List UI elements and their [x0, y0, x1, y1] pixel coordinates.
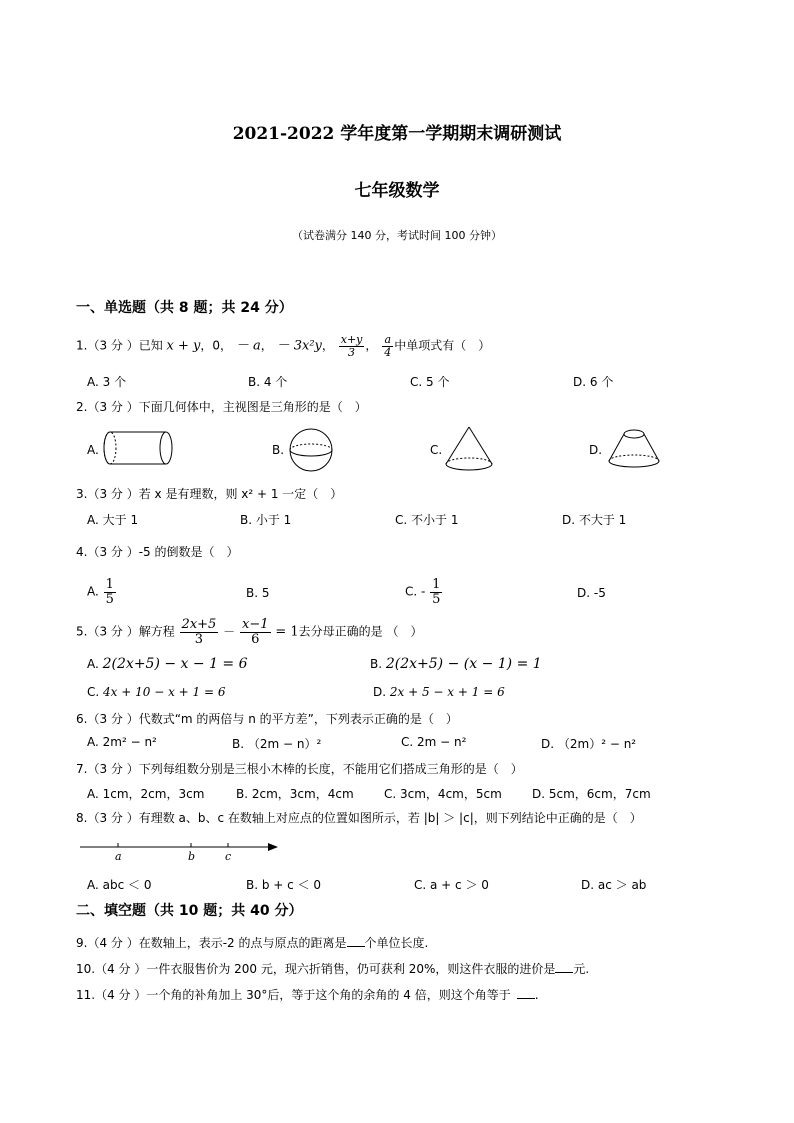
cone-icon [443, 424, 495, 474]
question-10-text: 10.（4 分 ）一件衣服售价为 200 元，现六折销售，仍可获利 20%，则这件衣服的进价是 [76, 962, 556, 976]
q3-option-b[interactable]: B. 小于 1 [240, 513, 292, 527]
q5-option-c-expr: 4x + 10 − x + 1 = 6 [103, 685, 226, 699]
q1-option-d[interactable]: D. 6 个 [573, 375, 614, 389]
fraction-a-over-4 [382, 334, 393, 358]
q5-option-c[interactable] [87, 685, 225, 699]
q5-option-d-expr: 2x + 5 − x + 1 = 6 [389, 685, 505, 699]
q6-option-b[interactable]: B. （2m − n）² [232, 737, 322, 751]
question-2: 2.（3 分 ）下面几何体中，主视图是三角形的是（ ） [76, 400, 367, 414]
arrow-right-icon [268, 843, 278, 851]
fraction-2x-plus-5-over-3 [180, 618, 219, 646]
exam-subtitle: 七年级数学 [354, 181, 440, 201]
q6-option-d[interactable]: D. （2m）² − n² [541, 737, 637, 751]
expr-neg-3x2y: － 3x²y [276, 338, 322, 354]
question-1 [76, 334, 490, 358]
q3-option-d[interactable]: D. 不大于 1 [562, 513, 627, 527]
question-7: 7.（3 分 ）下列每组数分别是三根小木棒的长度，不能用它们搭成三角形的是（ ） [76, 762, 523, 776]
q8-option-a[interactable]: A. abc ＜ 0 [87, 878, 152, 892]
q5-option-d[interactable] [373, 685, 505, 699]
question-1-suffix: 中单项式有（ ） [394, 338, 491, 353]
label-a: a [115, 850, 122, 863]
fraction-denominator: 5 [105, 591, 114, 607]
answer-blank[interactable] [555, 961, 573, 973]
q7-option-a[interactable]: A. 1cm，2cm，3cm [87, 787, 205, 801]
q4-option-c-label: C. - [405, 584, 426, 599]
question-5-prefix: 5.（3 分 ）解方程 [76, 624, 175, 639]
q5-option-a-expr: 2(2x+5) − x − 1 = 6 [102, 656, 248, 672]
question-1-prefix: 1.（3 分 ）已知 [76, 338, 163, 353]
fraction-denominator: 3 [194, 631, 204, 647]
equals-one: = 1 [275, 624, 299, 640]
fraction-numerator: 1 [432, 577, 441, 592]
label-b: b [188, 850, 196, 863]
q5-option-b[interactable] [370, 656, 542, 672]
section-heading-single-choice: 一、单选题（共 8 题；共 24 分） [76, 300, 293, 316]
q4-option-a-label: A. [87, 584, 99, 599]
fraction-one-fifth [430, 578, 442, 606]
q3-option-c[interactable]: C. 不小于 1 [395, 513, 459, 527]
question-4: 4.（3 分 ）-5 的倒数是（ ） [76, 545, 239, 559]
exam-title: 2021-2022 学年度第一学期期末调研测试 [232, 124, 562, 144]
number-line-diagram [78, 837, 284, 865]
fraction-denominator: 5 [432, 591, 441, 607]
fraction-numerator: 2x+5 [181, 617, 217, 632]
minus-sign: － [223, 624, 236, 639]
q8-option-d[interactable]: D. ac ＞ ab [581, 878, 647, 892]
q4-option-d[interactable]: D. -5 [577, 586, 606, 600]
q7-option-b[interactable]: B. 2cm，3cm，4cm [236, 787, 354, 801]
sep-3: ， [321, 338, 334, 353]
q5-option-d-label: D. [373, 685, 387, 699]
q6-option-c[interactable]: C. 2m − n² [401, 735, 467, 749]
q4-option-b[interactable]: B. 5 [246, 586, 270, 600]
fraction-numerator: a [384, 333, 391, 346]
frustum-icon [605, 427, 663, 471]
fraction-x-plus-y-over-3 [339, 334, 365, 358]
q2-option-c-label[interactable]: C. [430, 443, 443, 457]
question-8: 8.（3 分 ）有理数 a、b、c 在数轴上对应点的位置如图所示，若 |b| ＞ |c|，则下列结论中正确的是（ ） [76, 811, 642, 825]
q1-option-c[interactable]: C. 5 个 [410, 375, 450, 389]
expr-neg-a: － a [235, 338, 261, 354]
label-c: c [225, 850, 232, 863]
question-11-text: 11.（4 分 ）一个角的补角加上 30°后，等于这个角的余角的 4 倍，则这个角等于 [76, 988, 511, 1002]
q2-option-b-label[interactable]: B. [272, 443, 285, 457]
fraction-numerator: x+y [340, 333, 363, 346]
question-9-text: 9.（4 分 ）在数轴上，表示-2 的点与原点的距离是 [76, 936, 347, 950]
question-9-text-end: 个单位长度. [364, 936, 429, 950]
q4-option-c[interactable] [405, 578, 443, 606]
fraction-denominator: 4 [384, 345, 392, 359]
answer-blank[interactable] [347, 935, 365, 947]
q7-option-d[interactable]: D. 5cm，6cm，7cm [532, 787, 651, 801]
fraction-numerator: x−1 [242, 617, 269, 632]
question-3: 3.（3 分 ）若 x 是有理数，则 x² + 1 一定（ ） [76, 487, 343, 501]
expr-x-plus-y: x + y [166, 338, 201, 354]
fraction-one-fifth [104, 578, 116, 606]
exam-note: （试卷满分 140 分，考试时间 100 分钟） [292, 229, 502, 242]
fraction-denominator: 3 [348, 345, 356, 359]
fraction-numerator: 1 [105, 577, 114, 592]
q4-option-a[interactable] [87, 578, 117, 606]
q5-option-a-label: A. [87, 657, 99, 671]
sphere-icon [286, 427, 336, 473]
sep-4: ， [365, 338, 378, 353]
q6-option-a[interactable]: A. 2m² − n² [87, 735, 157, 749]
question-5-suffix: 去分母正确的是 （ ） [298, 624, 423, 639]
answer-blank[interactable] [517, 987, 535, 999]
q8-option-c[interactable]: C. a + c ＞ 0 [414, 878, 489, 892]
q2-option-a-label[interactable]: A. [87, 443, 99, 457]
q5-option-b-expr: 2(2x+5) − (x − 1) = 1 [385, 656, 542, 672]
q5-option-c-label: C. [87, 685, 100, 699]
fraction-x-minus-1-over-6 [240, 618, 271, 646]
q1-option-a[interactable]: A. 3 个 [87, 375, 127, 389]
cylinder-icon [100, 428, 180, 468]
question-11 [76, 986, 539, 1003]
q3-option-a[interactable]: A. 大于 1 [87, 513, 139, 527]
q7-option-c[interactable]: C. 3cm，4cm，5cm [384, 787, 502, 801]
q1-option-b[interactable]: B. 4 个 [248, 375, 288, 389]
question-6: 6.（3 分 ）代数式“m 的两倍与 n 的平方差”，下列表示正确的是（ ） [76, 712, 458, 726]
fraction-denominator: 6 [251, 631, 260, 647]
section-heading-fill-blank: 二、填空题（共 10 题；共 40 分） [76, 903, 303, 919]
q5-option-a[interactable] [87, 656, 248, 672]
question-10-text-end: 元. [573, 962, 590, 976]
q2-option-d-label[interactable]: D. [589, 443, 603, 457]
question-10 [76, 960, 589, 977]
q5-option-b-label: B. [370, 657, 383, 671]
sep-1: ，0， [200, 338, 233, 353]
sep-2: ， [260, 338, 273, 353]
question-9 [76, 934, 428, 951]
question-5 [76, 618, 422, 646]
q8-option-b[interactable]: B. b + c ＜ 0 [246, 878, 322, 892]
question-11-text-end: . [534, 988, 539, 1002]
